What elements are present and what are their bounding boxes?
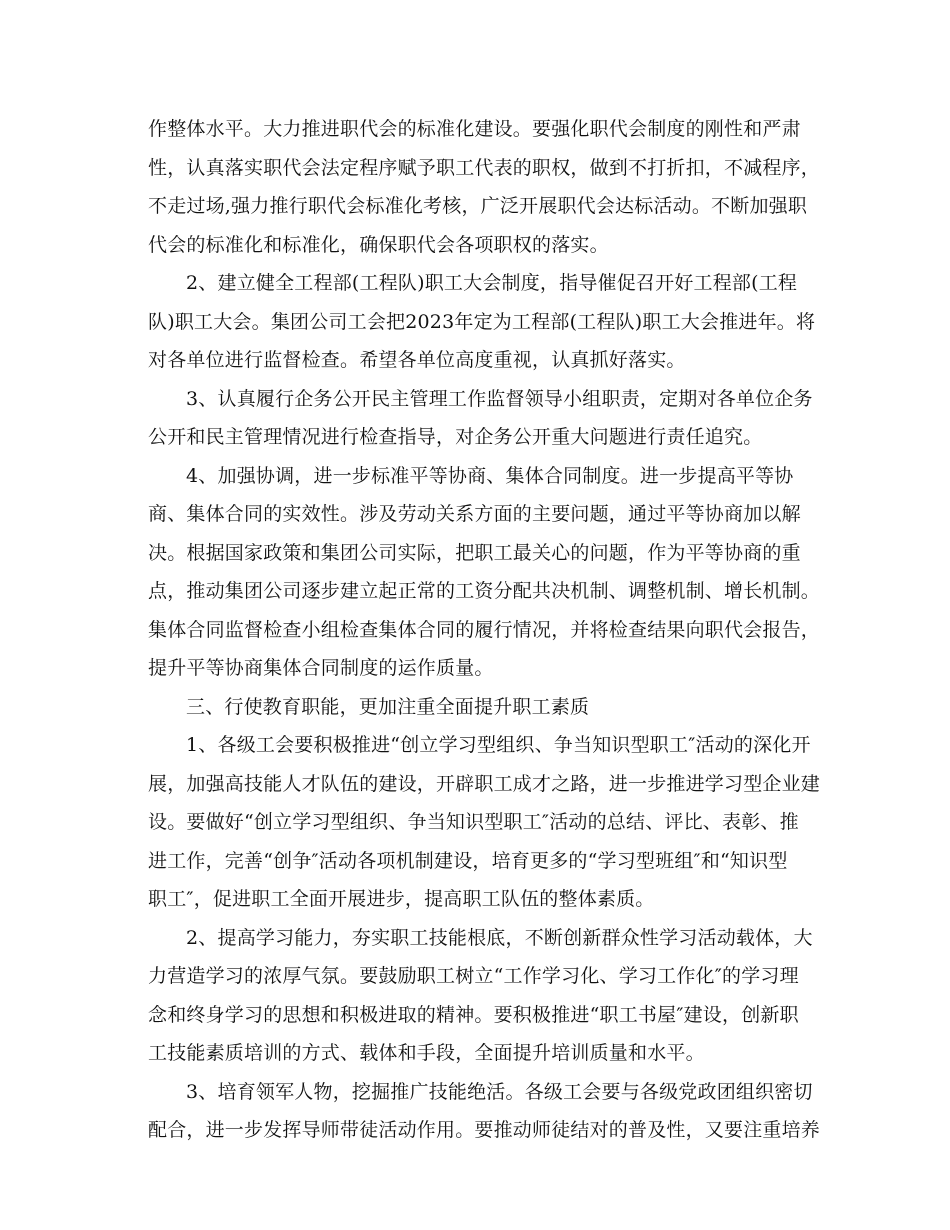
- text-line: 作整体水平。大力推进职代会的标准化建设。要强化职代会制度的刚性和严肃: [148, 118, 801, 140]
- text-line: 念和终身学习的思想和积极进取的精神。要积极推进“职工书屋″建设，创新职: [148, 1003, 799, 1026]
- text-line: 不走过场,强力推行职代会标准化考核，广泛开展职代会达标活动。不断加强职: [148, 195, 808, 217]
- text-line: 职工″，促进职工全面开展进步，提高职工队伍的整体素质。: [148, 888, 655, 910]
- text-line: 决。根据国家政策和集团公司实际，把职工最关心的问题，作为平等协商的重: [148, 541, 801, 564]
- text-line: 商、集体合同的实效性。涉及劳动关系方面的主要问题，通过平等协商加以解: [148, 503, 801, 525]
- text-line: 集体合同监督检查小组检查集体合同的履行情况，并将检查结果向职代会报告，: [148, 618, 821, 641]
- text-line: 公开和民主管理情况进行检查指导，对企务公开重大问题进行责任追究。: [148, 426, 763, 448]
- text-line: 代会的标准化和标准化，确保职代会各项职权的落实。: [148, 233, 609, 256]
- document-body: [148, 110, 821, 1150]
- text-line: 进工作，完善“创争″活动各项机制建设，培育更多的“学习型班组″和“知识型: [148, 849, 788, 872]
- paragraph-start-line: 4、加强协调，进一步标准平等协商、集体合同制度。进一步提高平等协: [186, 464, 794, 487]
- paragraph-start-line: 3、认真履行企务公开民主管理工作监督领导小组职责，定期对各单位企务: [186, 387, 813, 410]
- text-line: 力营造学习的浓厚气氛。要鼓励职工树立“工作学习化、学习工作化″的学习理: [148, 965, 799, 987]
- text-line: 队)职工大会。集团公司工会把2023年定为工程部(工程队)职工大会推进年。将: [148, 310, 816, 333]
- text-line: 点，推动集团公司逐步建立起正常的工资分配共决机制、调整机制、增长机制。: [148, 580, 821, 602]
- text-line: 提升平等协商集体合同制度的运作质量。: [148, 657, 494, 679]
- text-line: 工技能素质培训的方式、载体和手段，全面提升培训质量和水平。: [148, 1042, 705, 1064]
- section-heading: 三、行使教育职能，更加注重全面提升职工素质: [186, 695, 590, 718]
- paragraph-start-line: 2、提高学习能力，夯实职工技能根底，不断创新群众性学习活动载体，大: [186, 926, 813, 949]
- paragraph-start-line: 1、各级工会要积极推进“创立学习型组织、争当知识型职工″活动的深化开: [186, 734, 811, 756]
- text-line: 展，加强高技能人才队伍的建设，开辟职工成才之路，进一步推进学习型企业建: [148, 772, 821, 795]
- text-line: 性，认真落实职代会法定程序赋予职工代表的职权，做到不打折扣，不减程序，: [148, 156, 821, 179]
- text-line: 设。要做好“创立学习型组织、争当知识型职工″活动的总结、评比、表彰、推: [148, 811, 799, 833]
- text-line: 对各单位进行监督检查。希望各单位高度重视，认真抓好落实。: [148, 349, 686, 371]
- text-line: 配合，进一步发挥导师带徒活动作用。要推动师徒结对的普及性，又要注重培养: [148, 1119, 821, 1141]
- paragraph-start-line: 3、培育领军人物，挖掘推广技能绝活。各级工会要与各级党政团组织密切: [186, 1080, 813, 1103]
- paragraph-start-line: 2、建立健全工程部(工程队)职工大会制度，指导催促召开好工程部(工程: [186, 272, 798, 294]
